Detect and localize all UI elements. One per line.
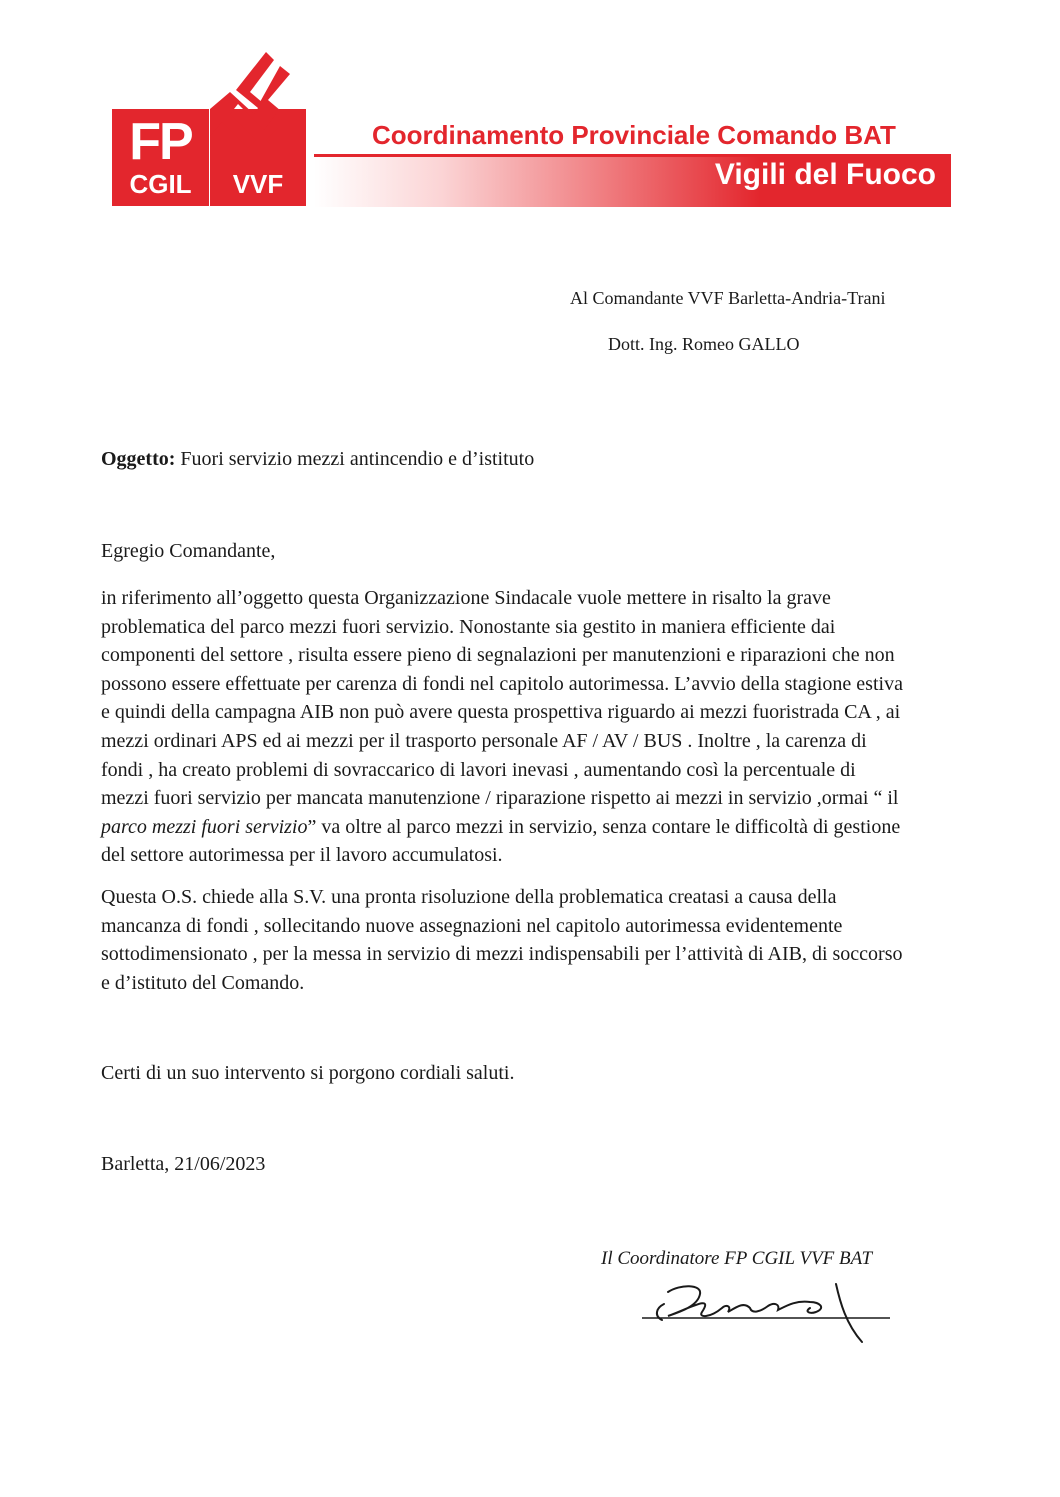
paragraph-line-rest: ” va oltre al parco mezzi in servizio, senza contare le difficoltà di gestione [307,815,901,838]
signature-role: Il Coordinatore FP CGIL VVF BAT [601,1248,873,1269]
paragraph-line: e quindi della campagna AIB non può avere questa prospettiva riguardo ai mezzi fuoristrada CA , ai [101,701,901,724]
logo-cgil-text: CGIL [129,169,192,199]
fp-cgil-vvf-logo [112,52,306,208]
recipient-line-2: Dott. Ing. Romeo GALLO [608,334,800,354]
closing-line: Certi di un suo intervento si porgono cordiali saluti. [101,1062,515,1084]
header-subtitle: Vigili del Fuoco [714,158,936,191]
paragraph-line: e d’istituto del Comando. [101,971,305,994]
date-line: Barletta, 21/06/2023 [101,1153,266,1175]
paragraph-1 [101,584,971,870]
paragraph-line: possono essere effettuate per carenza di fondi nel capitolo autorimessa. L’avvio della stagione estiva [101,672,903,695]
paragraph-line [101,813,971,842]
paragraph-line: componenti del settore , risulta essere pieno di segnalazioni per manutenzioni e riparazioni che non [101,644,895,667]
logo-vvf-text: VVF [232,169,284,199]
paragraph-2 [101,883,971,997]
paragraph-line: problematica del parco mezzi fuori servizio. Nonostante sia gestito in maniera efficiente dai [101,615,836,638]
recipient-line-1: Al Comandante VVF Barletta-Andria-Trani [570,288,886,308]
paragraph-line: in riferimento all’oggetto questa Organizzazione Sindacale vuole mettere in risalto la grave [101,587,831,609]
italic-phrase: parco mezzi fuori servizio [101,815,308,838]
logo-fp-text: FP [129,113,192,171]
flame-icon [210,52,306,172]
handwritten-signature [640,1272,900,1348]
paragraph-line: del settore autorimessa per il lavoro accumulatosi. [101,844,503,867]
subject-text: Fuori servizio mezzi antincendio e d’istituto [175,448,535,470]
subject-label: Oggetto: [101,448,176,470]
paragraph-line: sottodimensionato , per la messa in servizio di mezzi indispensabili per l’attività di AIB, di soccorso [101,943,903,966]
greeting: Egregio Comandante, [101,540,276,562]
paragraph-line: Questa O.S. chiede alla S.V. una pronta risoluzione della problematica creatasi a causa della [101,886,837,908]
subject-line [101,448,534,471]
paragraph-line: mancanza di fondi , sollecitando nuove assegnazioni nel capitolo autorimessa evidentemente [101,914,843,937]
paragraph-line: mezzi fuori servizio per mancata manutenzione / riparazione rispetto ai mezzi in servizio ,ormai “ il [101,787,899,810]
paragraph-line: mezzi ordinari APS ed ai mezzi per il trasporto personale AF / AV / BUS . Inoltre , la carenza di [101,729,867,752]
header-title: Coordinamento Provinciale Comando BAT [372,120,896,150]
paragraph-line: fondi , ha creato problemi di sovraccarico di lavori inevasi , aumentando così la percentuale di [101,758,856,781]
